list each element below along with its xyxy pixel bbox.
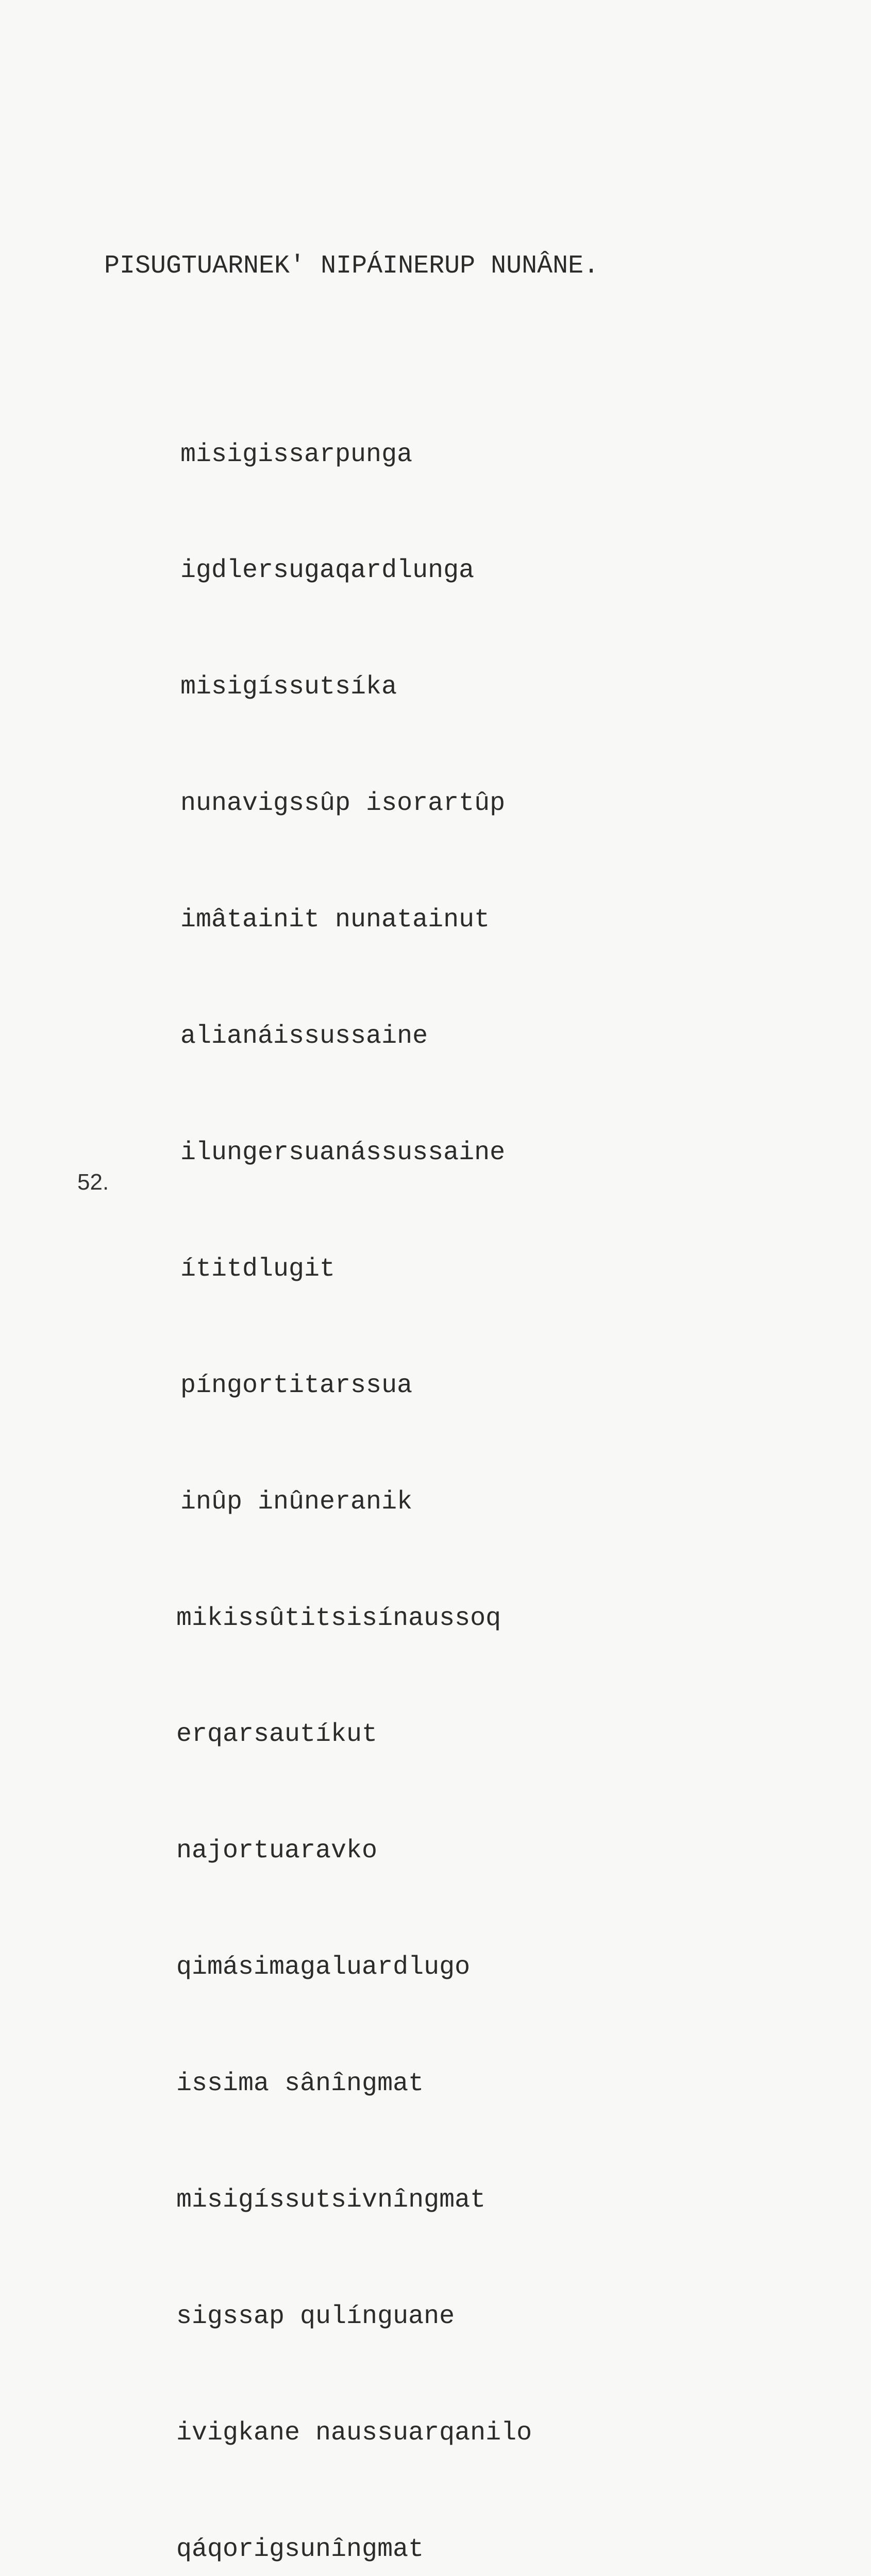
poem-line: misigíssutsivnîngmat — [176, 2185, 486, 2215]
poem-line: ivigkane naussuarqanilo — [176, 2418, 532, 2448]
poem-line: issima sânîngmat — [176, 2069, 424, 2099]
poem-line: sigssap qulínguane — [176, 2301, 455, 2331]
poem-line: misigissarpunga — [180, 439, 413, 469]
page-number: 52. — [77, 1170, 109, 1195]
poem-line: mikissûtitsisínaussoq — [176, 1603, 501, 1633]
poem-body — [176, 358, 532, 2576]
poem-line: qimásimagaluardlugo — [176, 1953, 471, 1982]
poem-title: PISUGTUARNEK' NIPÁINERUP NUNÂNE. — [104, 251, 599, 281]
poem-line: imâtainit nunatainut — [180, 905, 490, 935]
poem-line: nunavigssûp isorartûp — [180, 789, 506, 819]
poem-line: najortuaravko — [176, 1836, 378, 1866]
poem-line: inûp inûneranik — [180, 1487, 413, 1517]
poem-line: misigíssutsíka — [180, 672, 397, 702]
poem-line: ilungersuanássussaine — [180, 1138, 506, 1167]
poem-line: alianáissussaine — [180, 1022, 428, 1052]
poem-line: píngortitarssua — [180, 1370, 413, 1400]
poem-line: ítitdlugit — [180, 1254, 336, 1284]
poem-line: igdlersugaqardlunga — [180, 556, 475, 586]
poem-line: erqarsautíkut — [176, 1720, 378, 1750]
poem-line: qáqorigsunîngmat — [176, 2534, 424, 2564]
